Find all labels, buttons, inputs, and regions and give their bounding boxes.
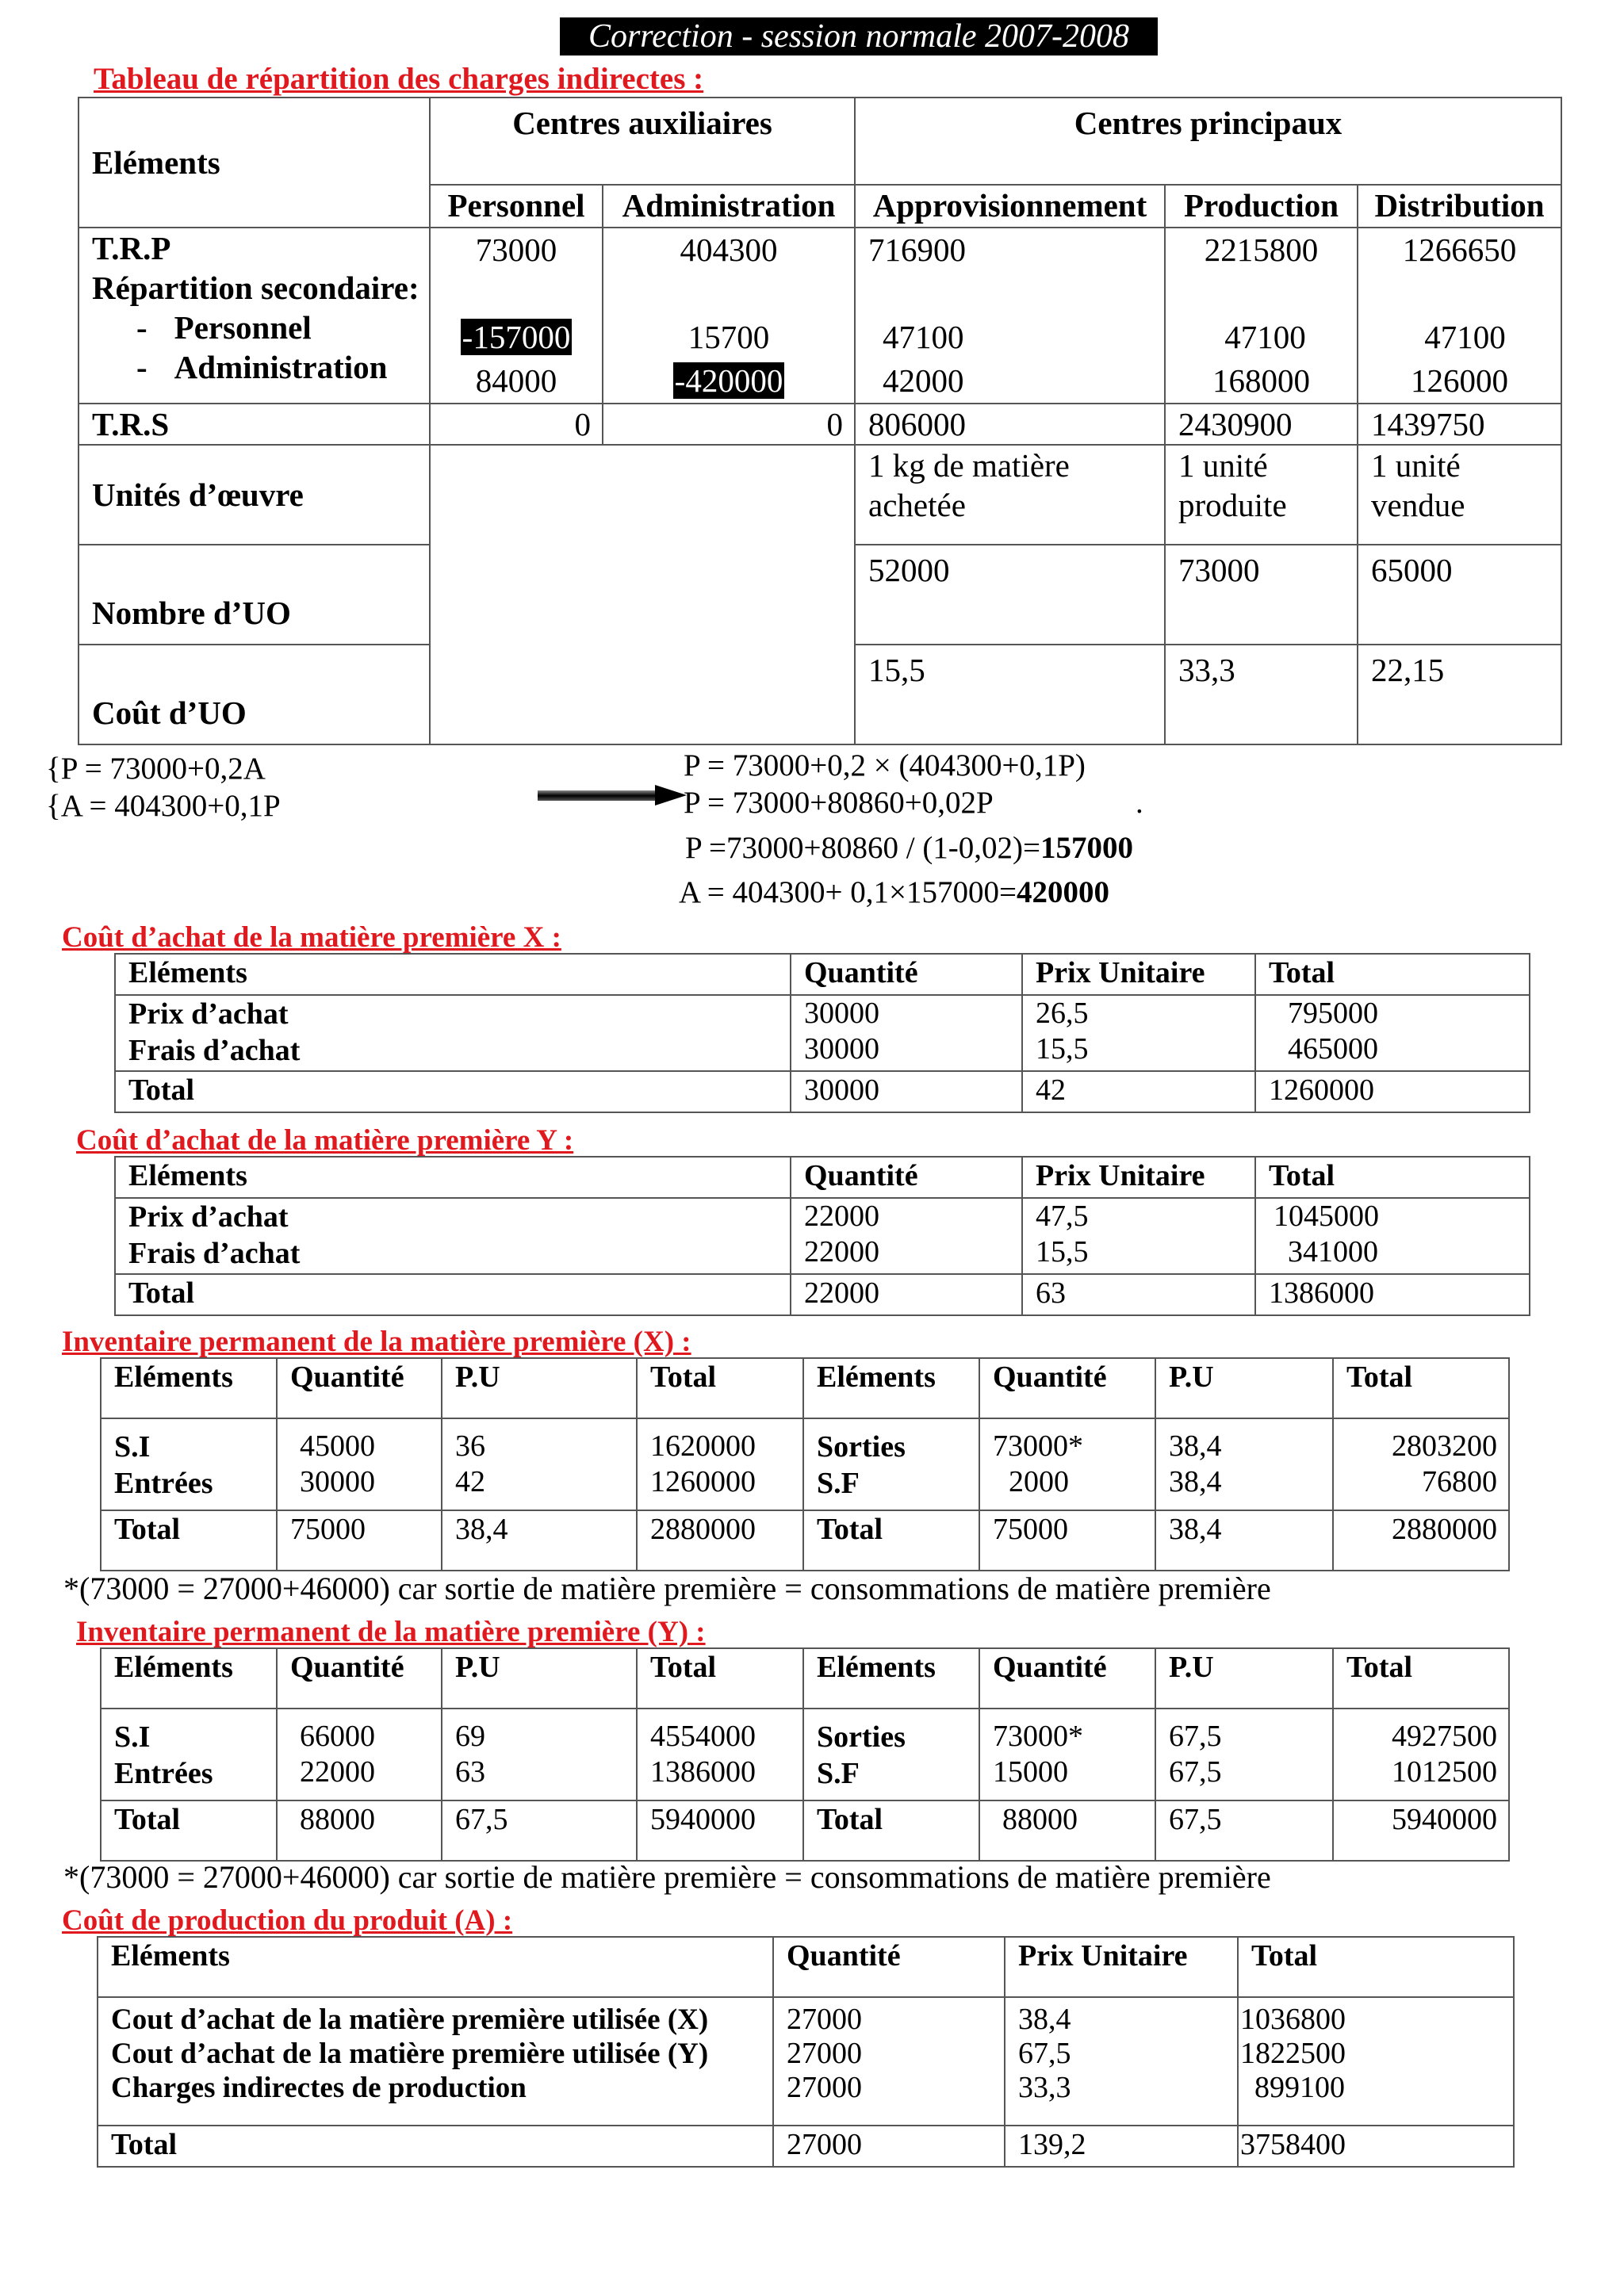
cell: 15,5 [855,645,1165,744]
cell: 22000 [791,1274,1022,1315]
cell: 5940000 [637,1800,803,1861]
inv-y-title: Inventaire permanent de la matière première (Y) : [76,1616,706,1648]
cell: 1260000 [1255,1071,1530,1112]
cell: S.F [817,1757,860,1790]
header-cell: P.U [442,1648,637,1709]
equation: A = 404300+ 0,1×157000=420000 [679,875,1109,909]
header-cell: Prix Unitaire [1022,954,1255,995]
cell: 1 unité [1178,447,1268,484]
cell: 806000 [855,404,1165,445]
cell: 1386000 [650,1755,756,1789]
cell: 168000 [1212,362,1311,399]
group-princ-header: Centres principaux [855,98,1561,185]
col-header: Production [1165,185,1358,228]
cell: 63 [455,1755,485,1789]
cell: 69 [455,1720,485,1753]
table-row [101,1709,1509,1800]
header-cell: Quantité [277,1648,442,1709]
rep-sec-label: Répartition secondaire: [92,270,419,306]
cell: Cout d’achat de la matière première utilisée (Y) [111,2038,709,2070]
cell: 73000* [993,1429,1083,1463]
cell: 75000 [979,1510,1155,1571]
col-header: Personnel [430,185,603,228]
cell: 66000 [300,1720,375,1753]
cell: 42 [1022,1071,1255,1112]
cell: Total [101,1800,277,1861]
achat-y-title: Coût d’achat de la matière première Y : [76,1124,574,1157]
cell: Total [803,1510,979,1571]
header-cell: Quantité [791,954,1022,995]
inv-y-table [100,1647,1510,1862]
cell: 76800 [1422,1465,1497,1498]
cell: 30000 [791,1071,1022,1112]
cell: 73000 [1165,545,1358,645]
cell: Entrées [114,1467,213,1500]
cell: Frais d’achat [128,1034,301,1067]
col-header: Approvisionnement [855,185,1165,228]
cell: 1439750 [1358,404,1561,445]
header-cell: Eléments [101,1648,277,1709]
cell: 15,5 [1036,1032,1089,1066]
cell: 4554000 [650,1720,756,1753]
arrow-icon [538,783,688,807]
cell: 75000 [277,1510,442,1571]
table-row [101,1358,1509,1418]
inv-y-note: *(73000 = 27000+46000) car sortie de matière première = consommations de matière première [63,1859,1271,1895]
cell: Cout d’achat de la matière première utilisée (X) [111,2003,709,2036]
inv-x-note: *(73000 = 27000+46000) car sortie de matière première = consommations de matière première [63,1571,1271,1606]
cell: 465000 [1288,1032,1378,1066]
administration-label: Administration [174,349,388,385]
header-cell: Quantité [773,1937,1005,1997]
cell: 30000 [804,997,879,1030]
header-cell: Eléments [115,954,791,995]
cell: 52000 [855,545,1165,645]
cell: Prix d’achat [128,997,289,1031]
cell: 899100 [1254,2071,1345,2104]
header-cell: Total [1255,954,1530,995]
cell: 22,15 [1358,645,1561,744]
cell: 26,5 [1036,997,1089,1030]
cell: 30000 [804,1032,879,1066]
empty-cell [430,445,855,744]
cell: 1 kg de matière [868,447,1070,484]
equation: P = 73000+0,2 × (404300+0,1P) [684,748,1086,783]
equation: {A = 404300+0,1P [46,789,281,823]
cell: 716900 [868,232,967,268]
prod-a-table [97,1936,1515,2168]
cell: 1386000 [1255,1274,1530,1315]
cell: 4927500 [1392,1720,1497,1753]
cell: Prix d’achat [128,1200,289,1234]
cell: 88000 [277,1800,442,1861]
cell: 2000 [1009,1465,1069,1498]
table-row [115,954,1530,995]
highlighted-cell: -157000 [462,319,571,355]
header-cell: Total [1333,1648,1509,1709]
header-cell: Total [637,1358,803,1418]
cell: produite [1178,487,1287,523]
header-cell: P.U [1155,1648,1333,1709]
table-row [101,1800,1509,1861]
header-cell: Total [1255,1157,1530,1198]
header-cell: Total [1333,1358,1509,1418]
system-left [46,750,281,825]
cell: S.I [114,1720,151,1754]
header-cell: P.U [442,1358,637,1418]
cell: 0 [430,404,603,445]
cell: 1 unité [1371,447,1461,484]
repartition-table [78,97,1562,745]
cell: 795000 [1288,997,1378,1030]
header-cell: Prix Unitaire [1022,1157,1255,1198]
cell: Entrées [114,1757,213,1790]
cell: 15000 [993,1755,1068,1789]
cell: 67,5 [1018,2037,1071,2070]
cell: 22000 [804,1200,879,1233]
cell: 27000 [787,2003,862,2036]
prod-a-title: Coût de production du produit (A) : [62,1904,513,1937]
cell: 38,4 [1155,1510,1333,1571]
cell: 45000 [300,1429,375,1463]
cell: 27000 [787,2071,862,2104]
cell: 3758400 [1238,2126,1514,2167]
achat-y-table [114,1156,1530,1316]
cell: 38,4 [1169,1465,1222,1498]
table-row [115,1198,1530,1274]
table-row [79,404,1561,445]
cell: 2880000 [1333,1510,1509,1571]
achat-x-table [114,953,1530,1113]
equation: {P = 73000+0,2A [46,752,266,786]
cell: vendue [1371,487,1465,523]
header-cell: Eléments [115,1157,791,1198]
cell: 0 [603,404,855,445]
cell: Total [115,1274,791,1315]
inv-x-table [100,1357,1510,1571]
cell: 1620000 [650,1429,756,1463]
result-a: 420000 [1017,875,1109,909]
cell: 38,4 [1169,1429,1222,1463]
cell: 2803200 [1392,1429,1497,1463]
header-cell: Quantité [791,1157,1022,1198]
cell: 63 [1022,1274,1255,1315]
cell: 88000 [979,1800,1155,1861]
header-cell: Quantité [277,1358,442,1418]
cell: S.F [817,1467,860,1500]
cell: 2880000 [637,1510,803,1571]
header-cell: Total [637,1648,803,1709]
cell: 1260000 [650,1465,756,1498]
cell: 84000 [475,362,557,399]
cell: 1036800 [1240,2003,1346,2036]
table-row [101,1648,1509,1709]
cell: Charges indirectes de production [111,2072,527,2104]
cell: 47100 [1224,319,1306,355]
dot: . [1136,786,1143,820]
cell: 341000 [1288,1235,1378,1269]
cell: 33,3 [1165,645,1358,744]
table-row [115,1071,1530,1112]
cell: 67,5 [1169,1755,1222,1789]
cell: 38,4 [1018,2003,1071,2036]
cell: Frais d’achat [128,1237,301,1270]
cell: 67,5 [1155,1800,1333,1861]
cell: 36 [455,1429,485,1463]
cell: S.I [114,1430,151,1464]
header-cell: Total [1238,1937,1514,1997]
cell: 139,2 [1005,2126,1238,2167]
cell: Sorties [817,1430,906,1464]
cell: 2215800 [1204,232,1319,268]
table-row [101,1510,1509,1571]
cell: 67,5 [442,1800,637,1861]
cell: 1266650 [1402,232,1517,268]
cell: Total [803,1800,979,1861]
cell: achetée [868,487,966,523]
cell: 126000 [1411,362,1509,399]
cell: Total [115,1071,791,1112]
cell: 30000 [300,1465,375,1498]
page-title: Correction - session normale 2007-2008 [560,17,1158,55]
header-cell: Eléments [803,1648,979,1709]
cell: 65000 [1358,545,1561,645]
table-row [115,995,1530,1071]
header-cell: Quantité [979,1648,1155,1709]
highlighted-cell: -420000 [674,362,783,399]
equation: P = 73000+80860+0,02P [684,786,994,820]
cell: 15700 [688,319,770,355]
repartition-title: Tableau de répartition des charges indirectes : [94,62,704,96]
cell: 2430900 [1165,404,1358,445]
cell: 73000* [993,1720,1083,1753]
col-header: Distribution [1358,185,1561,228]
table-row [98,1937,1514,1997]
cell: 67,5 [1169,1720,1222,1753]
cell: 73000 [475,232,557,268]
nb-uo-label: Nombre d’UO [79,545,430,645]
header-cell: Quantité [979,1358,1155,1418]
cell: 15,5 [1036,1235,1089,1269]
group-aux-header: Centres auxiliaires [430,98,855,185]
achat-x-title: Coût d’achat de la matière première X : [62,921,561,954]
cell: 47100 [1424,319,1506,355]
cell: 33,3 [1018,2071,1071,2104]
bullet: - [136,309,147,346]
cell: 42 [455,1465,485,1498]
table-row [98,2126,1514,2167]
cell: 404300 [680,232,778,268]
uo-label: Unités d’œuvre [79,445,430,545]
header-cell: Eléments [101,1358,277,1418]
header-cell: Eléments [803,1358,979,1418]
equation: P =73000+80860 / (1-0,02)=157000 [685,831,1134,865]
inv-x-title: Inventaire permanent de la matière première (X) : [62,1326,691,1358]
cell: 5940000 [1333,1800,1509,1861]
table-row [115,1157,1530,1198]
cell: Total [98,2126,773,2167]
table-row [79,445,1561,545]
personnel-label: Personnel [174,309,312,346]
trs-label: T.R.S [79,404,430,445]
cell: 47100 [883,319,964,355]
cell: 1045000 [1274,1200,1379,1233]
col-elements-header: Eléments [79,98,430,228]
cell: 27000 [787,2037,862,2070]
cell: 1822500 [1240,2037,1346,2070]
bullet: - [136,349,147,385]
cell: 1012500 [1392,1755,1497,1789]
trp-label: T.R.P [92,230,171,266]
table-row [98,1997,1514,2126]
cell: Sorties [817,1720,906,1754]
cell: 38,4 [442,1510,637,1571]
table-row [101,1418,1509,1510]
cell: Total [101,1510,277,1571]
cell: 22000 [300,1755,375,1789]
table-row [115,1274,1530,1315]
result-p: 157000 [1040,831,1134,865]
header-cell: Prix Unitaire [1005,1937,1238,1997]
table-row [79,228,1561,404]
cell: 42000 [883,362,964,399]
cell: 27000 [773,2126,1005,2167]
header-cell: P.U [1155,1358,1333,1418]
cell: 47,5 [1036,1200,1089,1233]
cell: 22000 [804,1235,879,1269]
col-header: Administration [603,185,855,228]
header-cell: Eléments [98,1937,773,1997]
cout-uo-label: Coût d’UO [79,645,430,744]
